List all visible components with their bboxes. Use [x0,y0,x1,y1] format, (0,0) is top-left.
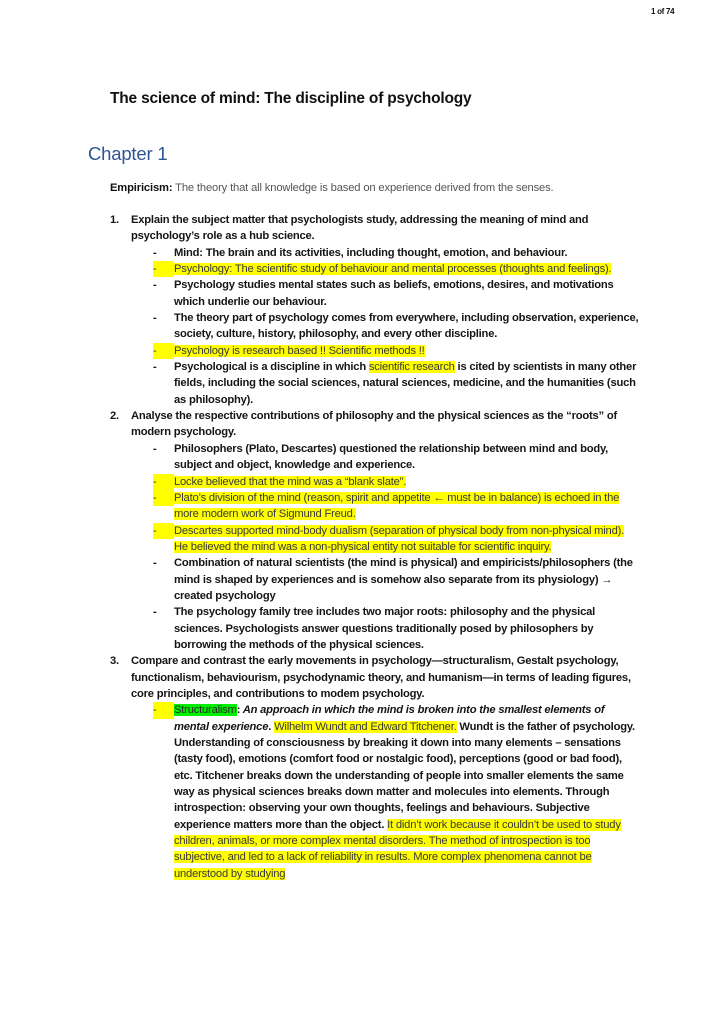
structuralism-definition: An approach in which the mind is broken into the smallest elements of mental experience [174,704,605,733]
list-item [110,261,640,277]
list-item [110,441,640,474]
bullet-dash: - [153,523,174,539]
sentence-period: . [268,720,275,733]
bullet-text: Wundt is the father of psychology. Understanding of consciousness by breaking it down into many elements – sensations (tasty food), emotions (comfort food or nostalgic food), perceptions (good or bad food), etc. Titchener breaks down the understanding of people into smaller elements the same way as physical sciences breaks down matter and molecules into elements. Through introspection: observing your own thoughts, feelings and behaviours. Subjective experience matters more than the object. [174,720,635,831]
document-title: The science of mind: The discipline of psychology [110,90,472,107]
bullet-dash: - [153,261,174,277]
highlighted-critique: It didn’t work because it couldn’t be used to study children, animals, or more complex mental disorders. The method of introspection is too subjective, and led to a lack of reliability in results. More complex phenomena cannot be understood by studying [174,818,621,880]
definition-text: The theory that all knowledge is based on experience derived from the senses. [172,182,554,194]
list-item [110,604,640,653]
question-number: 2. [110,410,119,423]
bullet-dash: - [153,343,174,359]
bullet-list [131,245,640,408]
question-text: Analyse the respective contributions of philosophy and the physical sciences as the “roots” of modern psychology. [131,410,617,439]
list-item [110,555,640,604]
question-number: 1. [110,214,119,226]
bullet-dash: - [153,474,174,490]
highlighted-text: Plato’s division of the mind (reason, spirit and appetite ← must be in balance) is echoed in the more modern work of Sigmund Freud. [174,491,620,521]
bullet-list [131,441,640,653]
question-text: Explain the subject matter that psychologists study, addressing the meaning of mind and psychology’s role as a hub science. [131,214,589,243]
highlighted-text: scientific research [368,361,455,374]
notes-body [110,212,640,882]
highlighted-text: Descartes supported mind-body dualism (separation of physical body from non-physical mind). He believed the mind was a non-physical entity not suitable for scientific inquiry. [174,524,625,553]
bullet-text: The psychology family tree includes two major roots: [174,606,450,619]
page-indicator: 1 of 74 [651,7,675,16]
bullet-dash: - [153,279,157,292]
list-item [110,359,640,408]
bullet-dash: - [153,246,157,259]
list-item [110,245,640,261]
definition-term: Empiricism: [110,182,173,194]
list-item [110,702,640,882]
list-item [110,310,640,343]
bullet-text: Psychologists answer questions traditionally posed by philosophers by borrowing the methods of the physical sciences. [174,622,594,651]
bullet-dash: - [153,442,157,455]
bullet-text: Mind: The brain and its activities, including thought, emotion, and behaviour. [174,246,568,259]
highlighted-text: Psychology is research based !! Scientific methods !! [174,344,425,357]
list-item [110,490,640,523]
question-2 [110,408,640,653]
question-text: Compare and contrast the early movements in psychology—structuralism, Gestalt psychology, functionalism, behaviourism, psychodynamic theory, and humanism—in terms of leading figures, core principles, and contributions to modem psychology. [131,655,631,700]
bullet-dash: - [153,606,157,619]
list-item [110,277,640,310]
list-item [110,474,640,490]
bullet-text: Philosophers (Plato, Descartes) questioned the relationship between mind and body, subject and object, knowledge and experience. [174,442,609,472]
leading-figures: Wilhelm Wundt and Edward Titchener. [274,720,457,733]
question-list [110,212,640,882]
bullet-text: The theory part of psychology comes from everywhere, including observation, experience, society, culture, history, philosophy, and every other discipline. [174,312,639,341]
bullet-list [131,702,640,882]
emphasis-philosophy: philosophy [449,606,508,619]
highlighted-text: Psychology: The scientific study of behaviour and mental processes (thoughts and feelings). [174,263,612,276]
question-3 [110,653,640,882]
question-number: 3. [110,655,119,668]
bullet-dash: - [153,312,157,325]
bullet-dash: - [153,702,174,718]
bullet-text: and the [507,606,552,619]
emphasis-physical-sciences: physical sciences. [174,606,596,635]
list-item [110,523,640,556]
term-colon: : [236,704,241,717]
bullet-dash: - [153,490,174,506]
term-structuralism: Structuralism [174,704,237,717]
bullet-text: Psychology studies mental states such as beliefs, emotions, desires, and motivations which underlie our behaviour. [174,279,614,308]
chapter-heading: Chapter 1 [88,143,168,164]
list-item [110,343,640,359]
bullet-dash: - [153,361,157,374]
bullet-text: Psychological is a discipline in which [174,361,369,374]
highlighted-text: Locke believed that the mind was a “blank slate”. [174,475,407,488]
bullet-text: is cited by scientists in many other fields, including the social sciences, natural sciences, medicine, and the humanities (such as philosophy). [174,361,637,406]
definition-empiricism [110,182,554,194]
bullet-text: Combination of natural scientists (the mind is physical) and empiricists/philosophers (the mind is shaped by experiences and is somehow also separate from its physiology) → created psychology [174,557,633,602]
question-1 [110,212,640,408]
bullet-dash: - [153,557,157,570]
